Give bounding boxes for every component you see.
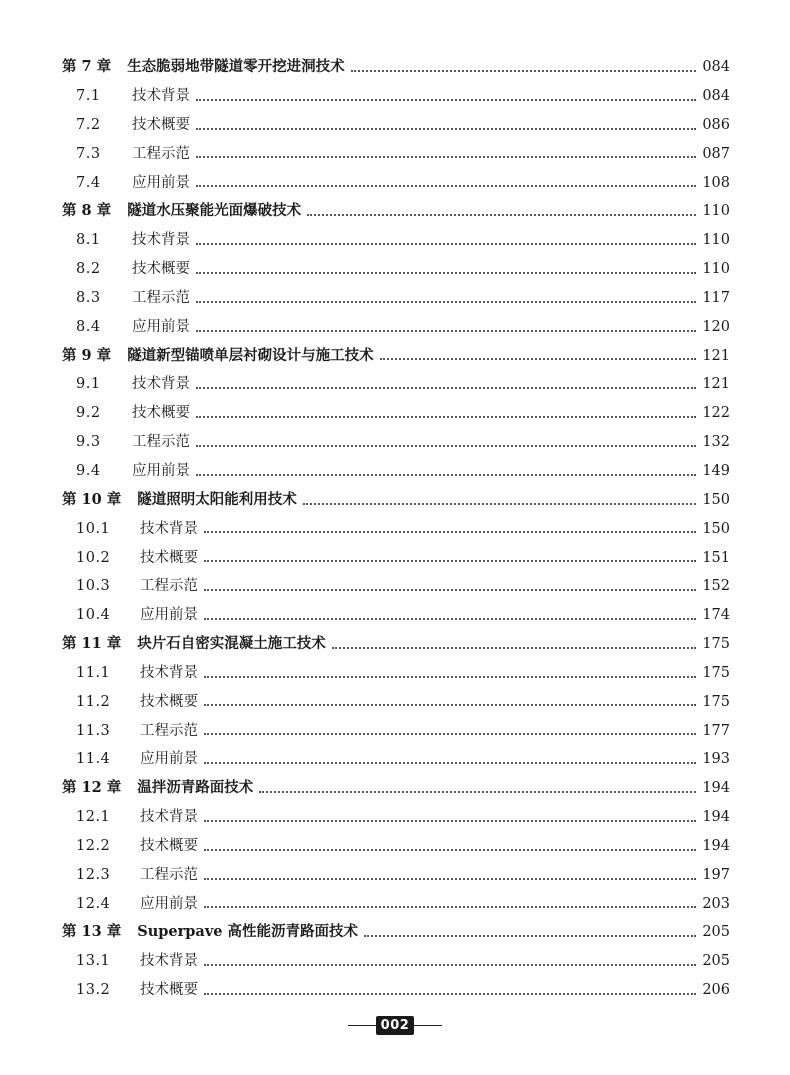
- dot-leader: [196, 386, 696, 389]
- chapter-title: Superpave 高性能沥青路面技术: [137, 923, 359, 941]
- toc-section-row[interactable]: [62, 745, 730, 774]
- toc-chapter-row[interactable]: [62, 197, 730, 226]
- dot-leader: [204, 905, 696, 908]
- toc-chapter-row[interactable]: [62, 774, 730, 803]
- page-reference: 151: [702, 549, 730, 566]
- footer-rule-left: [348, 1025, 376, 1026]
- section-title: 应用前景: [140, 895, 198, 912]
- chapter-number: 第 11 章: [62, 635, 122, 653]
- dot-leader: [196, 242, 696, 245]
- dot-leader: [196, 184, 696, 187]
- toc-section-row[interactable]: [62, 659, 730, 688]
- toc-section-row[interactable]: [62, 515, 730, 544]
- toc-chapter-row[interactable]: [62, 918, 730, 947]
- page-reference: 122: [702, 405, 730, 422]
- dot-leader: [204, 819, 696, 822]
- page-reference: 087: [702, 145, 730, 162]
- toc-section-row[interactable]: [62, 572, 730, 601]
- page-reference: 110: [702, 203, 730, 220]
- toc-section-row[interactable]: [62, 140, 730, 169]
- toc-section-row[interactable]: [62, 688, 730, 717]
- dot-leader: [259, 790, 696, 793]
- toc-chapter-row[interactable]: [62, 486, 730, 515]
- section-number: 10.4: [76, 607, 111, 624]
- section-title: 技术概要: [132, 405, 190, 422]
- dot-leader: [204, 732, 696, 735]
- page-reference: 108: [702, 174, 730, 191]
- dot-leader: [364, 934, 696, 937]
- page-footer: [0, 1016, 790, 1035]
- section-title: 技术背景: [140, 953, 198, 970]
- section-number: 8.1: [76, 232, 101, 249]
- dot-leader: [196, 329, 696, 332]
- section-number: 8.4: [76, 318, 101, 335]
- section-title: 技术概要: [140, 693, 198, 710]
- page-reference: 152: [702, 578, 730, 595]
- toc-section-row[interactable]: [62, 457, 730, 486]
- section-title: 技术概要: [132, 116, 190, 133]
- footer-rule-right: [414, 1025, 442, 1026]
- section-title: 应用前景: [132, 318, 190, 335]
- section-number: 9.3: [76, 434, 101, 451]
- section-number: 8.2: [76, 261, 101, 278]
- section-number: 7.3: [76, 145, 101, 162]
- page-reference: 193: [702, 751, 730, 768]
- section-title: 技术背景: [140, 520, 198, 537]
- chapter-title: 温拌沥青路面技术: [137, 779, 254, 797]
- toc-chapter-row[interactable]: [62, 53, 730, 82]
- toc-section-row[interactable]: [62, 313, 730, 342]
- page-reference: 194: [702, 780, 730, 797]
- toc-section-row[interactable]: [62, 832, 730, 861]
- section-title: 工程示范: [140, 866, 198, 883]
- dot-leader: [196, 271, 696, 274]
- toc-section-row[interactable]: [62, 284, 730, 313]
- section-number: 9.4: [76, 462, 101, 479]
- dot-leader: [303, 502, 696, 505]
- toc-section-row[interactable]: [62, 255, 730, 284]
- chapter-number: 第 9 章: [62, 346, 112, 364]
- page-number: 002: [376, 1016, 415, 1035]
- toc-section-row[interactable]: [62, 370, 730, 399]
- section-title: 技术概要: [132, 261, 190, 278]
- dot-leader: [380, 357, 696, 360]
- section-number: 9.1: [76, 376, 101, 393]
- section-title: 工程示范: [132, 289, 190, 306]
- toc-section-row[interactable]: [62, 947, 730, 976]
- dot-leader: [196, 415, 696, 418]
- dot-leader: [204, 703, 696, 706]
- toc-section-row[interactable]: [62, 889, 730, 918]
- dot-leader: [307, 213, 696, 216]
- section-number: 8.3: [76, 289, 101, 306]
- table-of-contents: [62, 53, 730, 1005]
- page-reference: 194: [702, 837, 730, 854]
- section-title: 技术背景: [132, 88, 190, 105]
- section-title: 技术背景: [140, 809, 198, 826]
- page-reference: 206: [702, 982, 730, 999]
- page-reference: 117: [702, 289, 730, 306]
- section-number: 10.2: [76, 549, 111, 566]
- page-reference: 121: [702, 376, 730, 393]
- chapter-number: 第 8 章: [62, 202, 112, 220]
- chapter-title: 隧道新型锚喷单层衬砌设计与施工技术: [127, 346, 374, 364]
- chapter-number: 第 10 章: [62, 490, 122, 508]
- page-reference: 197: [702, 866, 730, 883]
- toc-chapter-row[interactable]: [62, 630, 730, 659]
- section-number: 12.1: [76, 809, 111, 826]
- page-reference: 084: [702, 88, 730, 105]
- section-title: 工程示范: [132, 434, 190, 451]
- toc-chapter-row[interactable]: [62, 341, 730, 370]
- toc-section-row[interactable]: [62, 803, 730, 832]
- section-title: 应用前景: [140, 751, 198, 768]
- section-number: 10.3: [76, 578, 111, 595]
- section-number: 7.4: [76, 174, 101, 191]
- chapter-title: 隧道照明太阳能利用技术: [137, 490, 297, 508]
- toc-section-row[interactable]: [62, 861, 730, 890]
- section-title: 技术概要: [140, 982, 198, 999]
- chapter-number: 第 12 章: [62, 779, 122, 797]
- dot-leader: [204, 588, 696, 591]
- toc-section-row[interactable]: [62, 716, 730, 745]
- page-reference: 174: [702, 607, 730, 624]
- chapter-title: 隧道水压聚能光面爆破技术: [127, 202, 302, 220]
- section-title: 工程示范: [140, 578, 198, 595]
- chapter-number: 第 13 章: [62, 923, 122, 941]
- dot-leader: [204, 992, 696, 995]
- page-reference: 150: [702, 491, 730, 508]
- page-reference: 205: [702, 924, 730, 941]
- section-number: 11.2: [76, 693, 111, 710]
- dot-leader: [351, 69, 696, 72]
- dot-leader: [204, 559, 696, 562]
- section-title: 技术背景: [132, 232, 190, 249]
- page-reference: 120: [702, 318, 730, 335]
- dot-leader: [332, 646, 696, 649]
- dot-leader: [204, 675, 696, 678]
- page-reference: 205: [702, 953, 730, 970]
- dot-leader: [196, 127, 696, 130]
- section-number: 12.4: [76, 895, 111, 912]
- toc-section-row[interactable]: [62, 428, 730, 457]
- page-reference: 150: [702, 520, 730, 537]
- toc-section-row[interactable]: [62, 226, 730, 255]
- dot-leader: [196, 98, 696, 101]
- page-reference: 110: [702, 232, 730, 249]
- section-title: 应用前景: [132, 174, 190, 191]
- dot-leader: [204, 848, 696, 851]
- page-reference: 086: [702, 116, 730, 133]
- section-number: 9.2: [76, 405, 101, 422]
- page-reference: 203: [702, 895, 730, 912]
- section-title: 技术概要: [140, 549, 198, 566]
- section-title: 技术背景: [140, 664, 198, 681]
- section-number: 12.3: [76, 866, 111, 883]
- chapter-title: 块片石自密实混凝土施工技术: [137, 635, 326, 653]
- dot-leader: [204, 530, 696, 533]
- section-title: 技术背景: [132, 376, 190, 393]
- toc-section-row[interactable]: [62, 601, 730, 630]
- dot-leader: [204, 877, 696, 880]
- section-title: 工程示范: [140, 722, 198, 739]
- page-reference: 110: [702, 261, 730, 278]
- section-title: 技术概要: [140, 837, 198, 854]
- section-title: 应用前景: [132, 462, 190, 479]
- toc-section-row[interactable]: [62, 399, 730, 428]
- section-number: 11.1: [76, 664, 111, 681]
- page-reference: 121: [702, 347, 730, 364]
- dot-leader: [196, 300, 696, 303]
- dot-leader: [204, 617, 696, 620]
- section-number: 11.3: [76, 722, 111, 739]
- page-reference: 175: [702, 636, 730, 653]
- section-number: 12.2: [76, 837, 111, 854]
- toc-section-row[interactable]: [62, 976, 730, 1005]
- page-reference: 175: [702, 693, 730, 710]
- section-number: 13.1: [76, 953, 111, 970]
- page-reference: 149: [702, 462, 730, 479]
- dot-leader: [204, 963, 696, 966]
- section-number: 7.2: [76, 116, 101, 133]
- dot-leader: [196, 155, 696, 158]
- chapter-title: 生态脆弱地带隧道零开挖进洞技术: [127, 58, 345, 76]
- section-number: 11.4: [76, 751, 111, 768]
- page-reference: 175: [702, 664, 730, 681]
- toc-section-row[interactable]: [62, 543, 730, 572]
- section-number: 10.1: [76, 520, 111, 537]
- section-number: 13.2: [76, 982, 111, 999]
- page-reference: 132: [702, 434, 730, 451]
- dot-leader: [204, 761, 696, 764]
- dot-leader: [196, 473, 696, 476]
- page-reference: 194: [702, 809, 730, 826]
- section-title: 应用前景: [140, 607, 198, 624]
- toc-section-row[interactable]: [62, 82, 730, 111]
- page-reference: 177: [702, 722, 730, 739]
- section-number: 7.1: [76, 88, 101, 105]
- section-title: 工程示范: [132, 145, 190, 162]
- chapter-number: 第 7 章: [62, 58, 112, 76]
- toc-section-row[interactable]: [62, 111, 730, 140]
- page-reference: 084: [702, 59, 730, 76]
- dot-leader: [196, 444, 696, 447]
- toc-section-row[interactable]: [62, 168, 730, 197]
